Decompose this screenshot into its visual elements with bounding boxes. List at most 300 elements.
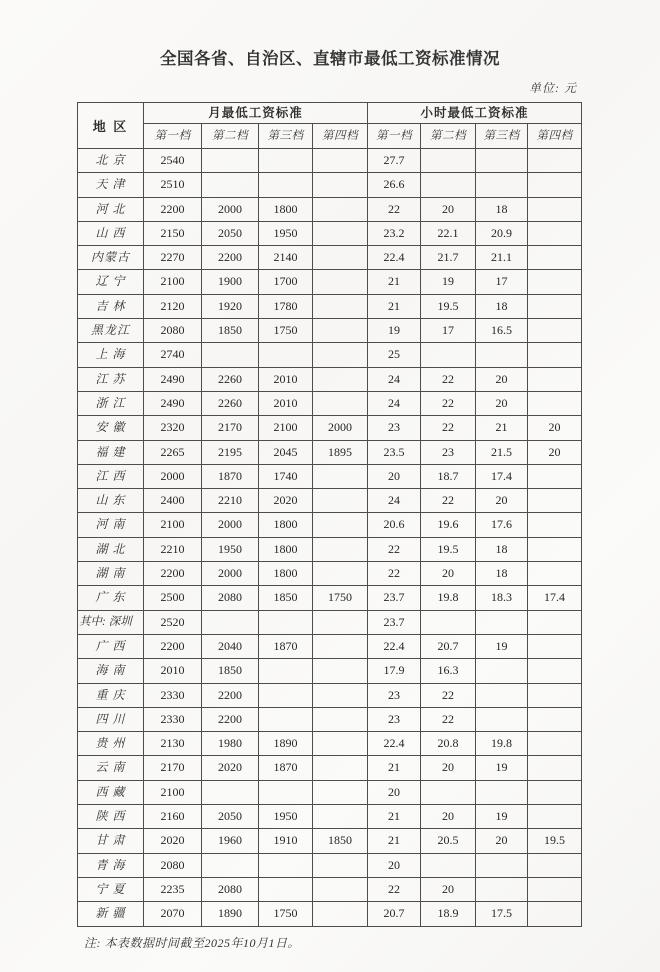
- monthly-value-cell: 2010: [144, 659, 202, 683]
- region-cell: 辽 宁: [78, 270, 144, 294]
- table-row: [78, 829, 582, 853]
- table-row: [78, 513, 582, 537]
- monthly-value-cell: 2020: [259, 489, 313, 513]
- monthly-value-cell: 2160: [144, 805, 202, 829]
- region-cell: 海 南: [78, 659, 144, 683]
- hourly-value-cell: [528, 367, 582, 391]
- hourly-value-cell: 22: [421, 489, 476, 513]
- hourly-value-cell: 26.6: [368, 173, 421, 197]
- monthly-value-cell: [313, 294, 368, 318]
- hourly-value-cell: [421, 343, 476, 367]
- region-column-header: 地 区: [78, 103, 144, 149]
- hourly-value-cell: 19: [476, 805, 528, 829]
- table-row: [78, 221, 582, 245]
- hourly-value-cell: 22.4: [368, 732, 421, 756]
- footnote: 注: 本表数据时间截至2025年10月1日。: [84, 936, 300, 950]
- table-row: [78, 489, 582, 513]
- table-row: [78, 343, 582, 367]
- monthly-value-cell: 2000: [202, 513, 259, 537]
- monthly-value-cell: [313, 805, 368, 829]
- monthly-value-cell: [313, 756, 368, 780]
- hourly-value-cell: 20: [421, 562, 476, 586]
- monthly-value-cell: 2210: [144, 537, 202, 561]
- monthly-value-cell: 2080: [144, 853, 202, 877]
- monthly-value-cell: [313, 149, 368, 173]
- hourly-value-cell: [528, 853, 582, 877]
- monthly-value-cell: [313, 464, 368, 488]
- table-row: [78, 537, 582, 561]
- monthly-value-cell: 1850: [202, 659, 259, 683]
- hourly-value-cell: 22.4: [368, 246, 421, 270]
- hourly-value-cell: [528, 197, 582, 221]
- monthly-value-cell: 2270: [144, 246, 202, 270]
- monthly-value-cell: [313, 221, 368, 245]
- hourly-value-cell: 20: [368, 780, 421, 804]
- monthly-value-cell: 2490: [144, 391, 202, 415]
- hourly-value-cell: 18: [476, 294, 528, 318]
- monthly-value-cell: 1950: [259, 805, 313, 829]
- monthly-value-cell: [313, 659, 368, 683]
- hourly-value-cell: 20: [421, 877, 476, 901]
- monthly-value-cell: [259, 149, 313, 173]
- monthly-value-cell: 2200: [144, 562, 202, 586]
- monthly-value-cell: [313, 683, 368, 707]
- monthly-value-cell: 2070: [144, 902, 202, 926]
- monthly-value-cell: [313, 537, 368, 561]
- monthly-value-cell: [259, 343, 313, 367]
- hourly-value-cell: 18: [476, 197, 528, 221]
- table-row: [78, 877, 582, 901]
- table-row: [78, 683, 582, 707]
- table-row: [78, 367, 582, 391]
- hourly-value-cell: 19: [476, 634, 528, 658]
- monthly-value-cell: 2000: [202, 562, 259, 586]
- monthly-value-cell: 2100: [259, 416, 313, 440]
- monthly-value-cell: 2500: [144, 586, 202, 610]
- table-row: [78, 780, 582, 804]
- region-cell: 贵 州: [78, 732, 144, 756]
- hourly-value-cell: 23: [368, 416, 421, 440]
- monthly-value-cell: 1900: [202, 270, 259, 294]
- monthly-value-cell: [313, 780, 368, 804]
- hourly-value-cell: [476, 659, 528, 683]
- monthly-value-cell: 2010: [259, 367, 313, 391]
- hourly-value-cell: 17.6: [476, 513, 528, 537]
- monthly-value-cell: 2000: [313, 416, 368, 440]
- hourly-value-cell: 22: [421, 707, 476, 731]
- monthly-value-cell: [313, 173, 368, 197]
- region-cell: 黑龙江: [78, 319, 144, 343]
- region-cell: 山 东: [78, 489, 144, 513]
- region-cell: 广 东: [78, 586, 144, 610]
- hourly-value-cell: [528, 537, 582, 561]
- monthly-value-cell: 2195: [202, 440, 259, 464]
- hourly-value-cell: [528, 246, 582, 270]
- region-cell: 云 南: [78, 756, 144, 780]
- monthly-tier-header-3: 第三档: [259, 124, 313, 149]
- hourly-value-cell: 19.5: [421, 537, 476, 561]
- monthly-value-cell: 1910: [259, 829, 313, 853]
- monthly-value-cell: 1750: [259, 319, 313, 343]
- hourly-value-cell: 25: [368, 343, 421, 367]
- hourly-value-cell: 20: [476, 367, 528, 391]
- monthly-value-cell: 2020: [202, 756, 259, 780]
- hourly-value-cell: [476, 877, 528, 901]
- table-row: [78, 173, 582, 197]
- monthly-value-cell: 2100: [144, 780, 202, 804]
- monthly-value-cell: [313, 610, 368, 634]
- monthly-value-cell: [313, 562, 368, 586]
- hourly-value-cell: [528, 683, 582, 707]
- hourly-value-cell: 22.4: [368, 634, 421, 658]
- table-row: [78, 853, 582, 877]
- monthly-value-cell: 2100: [144, 270, 202, 294]
- monthly-value-cell: 2400: [144, 489, 202, 513]
- monthly-value-cell: 2320: [144, 416, 202, 440]
- hourly-value-cell: 21.5: [476, 440, 528, 464]
- hourly-value-cell: 20: [368, 464, 421, 488]
- hourly-value-cell: 19: [421, 270, 476, 294]
- hourly-value-cell: 17: [476, 270, 528, 294]
- monthly-value-cell: 1800: [259, 537, 313, 561]
- group-header-row: [78, 103, 582, 124]
- table-row: [78, 294, 582, 318]
- hourly-value-cell: [528, 343, 582, 367]
- table-row: [78, 464, 582, 488]
- monthly-value-cell: [202, 853, 259, 877]
- monthly-value-cell: 2210: [202, 489, 259, 513]
- region-cell: 河 北: [78, 197, 144, 221]
- region-cell: 江 西: [78, 464, 144, 488]
- hourly-value-cell: 27.7: [368, 149, 421, 173]
- hourly-value-cell: [528, 513, 582, 537]
- region-cell: 湖 北: [78, 537, 144, 561]
- region-cell: 青 海: [78, 853, 144, 877]
- table-row: [78, 610, 582, 634]
- monthly-value-cell: 2235: [144, 877, 202, 901]
- monthly-value-cell: [313, 197, 368, 221]
- hourly-value-cell: [476, 173, 528, 197]
- monthly-value-cell: [313, 489, 368, 513]
- hourly-value-cell: 19: [476, 756, 528, 780]
- hourly-value-cell: 22: [368, 562, 421, 586]
- hourly-value-cell: 20.7: [368, 902, 421, 926]
- hourly-value-cell: 19.8: [421, 586, 476, 610]
- table-row: [78, 634, 582, 658]
- table-row: [78, 246, 582, 270]
- hourly-value-cell: 22.1: [421, 221, 476, 245]
- hourly-value-cell: 20: [476, 391, 528, 415]
- hourly-value-cell: [528, 732, 582, 756]
- hourly-value-cell: [528, 707, 582, 731]
- table-row: [78, 659, 582, 683]
- monthly-value-cell: [202, 610, 259, 634]
- hourly-value-cell: 20.9: [476, 221, 528, 245]
- hourly-value-cell: 19.8: [476, 732, 528, 756]
- region-cell: 安 徽: [78, 416, 144, 440]
- monthly-value-cell: 2080: [144, 319, 202, 343]
- hourly-value-cell: 19.5: [528, 829, 582, 853]
- table-row: [78, 270, 582, 294]
- monthly-wage-group-header: 月最低工资标准: [144, 103, 368, 124]
- hourly-value-cell: [528, 780, 582, 804]
- monthly-value-cell: 2000: [144, 464, 202, 488]
- hourly-value-cell: [528, 270, 582, 294]
- hourly-value-cell: [528, 902, 582, 926]
- table-row: [78, 149, 582, 173]
- hourly-value-cell: 23: [368, 683, 421, 707]
- hourly-value-cell: 21: [476, 416, 528, 440]
- table-row: [78, 805, 582, 829]
- monthly-value-cell: [259, 659, 313, 683]
- hourly-value-cell: [528, 294, 582, 318]
- table-row: [78, 562, 582, 586]
- hourly-value-cell: 20: [421, 756, 476, 780]
- hourly-value-cell: 21.7: [421, 246, 476, 270]
- monthly-value-cell: 2170: [144, 756, 202, 780]
- hourly-value-cell: 16.3: [421, 659, 476, 683]
- hourly-value-cell: 22: [421, 391, 476, 415]
- monthly-value-cell: 2020: [144, 829, 202, 853]
- hourly-value-cell: [476, 780, 528, 804]
- hourly-value-cell: 21: [368, 756, 421, 780]
- unit-label: 单位: 元: [529, 81, 577, 95]
- monthly-value-cell: 1870: [202, 464, 259, 488]
- monthly-value-cell: 2260: [202, 391, 259, 415]
- monthly-value-cell: 1800: [259, 513, 313, 537]
- monthly-value-cell: [202, 149, 259, 173]
- monthly-value-cell: 1750: [313, 586, 368, 610]
- hourly-value-cell: 23: [421, 440, 476, 464]
- tier-header-row: [78, 124, 582, 149]
- hourly-value-cell: [528, 221, 582, 245]
- hourly-value-cell: 22: [421, 416, 476, 440]
- monthly-value-cell: 1950: [259, 221, 313, 245]
- hourly-value-cell: 20: [476, 489, 528, 513]
- hourly-value-cell: [476, 707, 528, 731]
- hourly-value-cell: 21: [368, 805, 421, 829]
- region-cell: 吉 林: [78, 294, 144, 318]
- region-cell: 山 西: [78, 221, 144, 245]
- monthly-tier-header-2: 第二档: [202, 124, 259, 149]
- monthly-value-cell: 2200: [202, 707, 259, 731]
- hourly-value-cell: [528, 149, 582, 173]
- monthly-tier-header-4: 第四档: [313, 124, 368, 149]
- monthly-value-cell: 1740: [259, 464, 313, 488]
- monthly-value-cell: 2200: [144, 634, 202, 658]
- hourly-value-cell: 19.5: [421, 294, 476, 318]
- monthly-value-cell: [313, 270, 368, 294]
- monthly-value-cell: [259, 610, 313, 634]
- hourly-value-cell: 19: [368, 319, 421, 343]
- monthly-value-cell: 2330: [144, 683, 202, 707]
- monthly-value-cell: 1700: [259, 270, 313, 294]
- region-cell: 福 建: [78, 440, 144, 464]
- monthly-value-cell: 1890: [259, 732, 313, 756]
- region-cell: 其中: 深圳: [78, 610, 144, 634]
- region-cell: 宁 夏: [78, 877, 144, 901]
- monthly-value-cell: [313, 246, 368, 270]
- table-row: [78, 440, 582, 464]
- hourly-value-cell: 20: [476, 829, 528, 853]
- hourly-tier-header-2: 第二档: [421, 124, 476, 149]
- monthly-value-cell: 2080: [202, 877, 259, 901]
- region-cell: 江 苏: [78, 367, 144, 391]
- region-cell: 北 京: [78, 149, 144, 173]
- region-cell: 上 海: [78, 343, 144, 367]
- hourly-value-cell: 18.9: [421, 902, 476, 926]
- monthly-value-cell: 2000: [202, 197, 259, 221]
- monthly-value-cell: 2140: [259, 246, 313, 270]
- monthly-value-cell: [202, 780, 259, 804]
- hourly-value-cell: 22: [421, 367, 476, 391]
- monthly-value-cell: 2050: [202, 805, 259, 829]
- region-cell: 重 庆: [78, 683, 144, 707]
- hourly-value-cell: 17.4: [476, 464, 528, 488]
- monthly-value-cell: [313, 634, 368, 658]
- monthly-value-cell: 2265: [144, 440, 202, 464]
- hourly-value-cell: [421, 610, 476, 634]
- hourly-tier-header-3: 第三档: [476, 124, 528, 149]
- hourly-value-cell: 20: [528, 440, 582, 464]
- table-row: [78, 707, 582, 731]
- hourly-value-cell: 21: [368, 829, 421, 853]
- hourly-value-cell: 16.5: [476, 319, 528, 343]
- hourly-value-cell: 23.7: [368, 610, 421, 634]
- hourly-value-cell: 23: [368, 707, 421, 731]
- hourly-value-cell: [528, 659, 582, 683]
- monthly-value-cell: 1850: [313, 829, 368, 853]
- monthly-value-cell: [313, 513, 368, 537]
- monthly-value-cell: 1920: [202, 294, 259, 318]
- monthly-value-cell: [259, 853, 313, 877]
- monthly-value-cell: 2490: [144, 367, 202, 391]
- table-row: [78, 902, 582, 926]
- hourly-value-cell: [528, 391, 582, 415]
- region-cell: 广 西: [78, 634, 144, 658]
- monthly-value-cell: 1780: [259, 294, 313, 318]
- region-cell: 河 南: [78, 513, 144, 537]
- hourly-value-cell: [528, 756, 582, 780]
- monthly-value-cell: 1850: [259, 586, 313, 610]
- monthly-value-cell: 1870: [259, 634, 313, 658]
- table-row: [78, 391, 582, 415]
- monthly-value-cell: 2540: [144, 149, 202, 173]
- hourly-value-cell: 20: [421, 197, 476, 221]
- monthly-value-cell: 2170: [202, 416, 259, 440]
- monthly-value-cell: [259, 780, 313, 804]
- hourly-value-cell: 17.4: [528, 586, 582, 610]
- hourly-value-cell: 20.5: [421, 829, 476, 853]
- monthly-value-cell: [202, 343, 259, 367]
- hourly-value-cell: 21.1: [476, 246, 528, 270]
- monthly-value-cell: 2045: [259, 440, 313, 464]
- hourly-value-cell: [476, 343, 528, 367]
- monthly-value-cell: 2130: [144, 732, 202, 756]
- hourly-value-cell: [476, 610, 528, 634]
- hourly-value-cell: 22: [368, 537, 421, 561]
- hourly-value-cell: [528, 319, 582, 343]
- region-cell: 西 藏: [78, 780, 144, 804]
- monthly-value-cell: 1950: [202, 537, 259, 561]
- hourly-value-cell: 20: [528, 416, 582, 440]
- monthly-value-cell: 2520: [144, 610, 202, 634]
- hourly-value-cell: [476, 853, 528, 877]
- monthly-value-cell: [313, 367, 368, 391]
- table-row: [78, 756, 582, 780]
- hourly-value-cell: 19.6: [421, 513, 476, 537]
- hourly-value-cell: [476, 149, 528, 173]
- hourly-tier-header-4: 第四档: [528, 124, 582, 149]
- monthly-value-cell: [259, 707, 313, 731]
- hourly-value-cell: 24: [368, 391, 421, 415]
- region-cell: 天 津: [78, 173, 144, 197]
- hourly-value-cell: 20.6: [368, 513, 421, 537]
- monthly-value-cell: [259, 173, 313, 197]
- region-cell: 四 川: [78, 707, 144, 731]
- monthly-value-cell: [313, 707, 368, 731]
- hourly-value-cell: [476, 683, 528, 707]
- monthly-value-cell: 2050: [202, 221, 259, 245]
- hourly-value-cell: 23.7: [368, 586, 421, 610]
- table-row: [78, 586, 582, 610]
- hourly-value-cell: 18: [476, 537, 528, 561]
- monthly-value-cell: [313, 391, 368, 415]
- table-row: [78, 416, 582, 440]
- hourly-value-cell: [528, 877, 582, 901]
- hourly-value-cell: 22: [368, 197, 421, 221]
- monthly-value-cell: [259, 683, 313, 707]
- monthly-value-cell: 2100: [144, 513, 202, 537]
- hourly-value-cell: 18.3: [476, 586, 528, 610]
- monthly-value-cell: 1850: [202, 319, 259, 343]
- monthly-value-cell: [313, 902, 368, 926]
- monthly-value-cell: 1890: [202, 902, 259, 926]
- monthly-value-cell: 2330: [144, 707, 202, 731]
- hourly-value-cell: [528, 464, 582, 488]
- hourly-value-cell: 20.8: [421, 732, 476, 756]
- hourly-value-cell: 21: [368, 270, 421, 294]
- region-cell: 内蒙古: [78, 246, 144, 270]
- hourly-value-cell: 24: [368, 489, 421, 513]
- hourly-tier-header-1: 第一档: [368, 124, 421, 149]
- monthly-value-cell: 1800: [259, 197, 313, 221]
- hourly-value-cell: [528, 610, 582, 634]
- hourly-value-cell: [421, 853, 476, 877]
- monthly-value-cell: 2010: [259, 391, 313, 415]
- hourly-value-cell: 17.9: [368, 659, 421, 683]
- monthly-value-cell: 2080: [202, 586, 259, 610]
- monthly-value-cell: [313, 319, 368, 343]
- hourly-value-cell: 23.2: [368, 221, 421, 245]
- monthly-value-cell: 2200: [202, 683, 259, 707]
- region-cell: 陕 西: [78, 805, 144, 829]
- monthly-value-cell: [313, 732, 368, 756]
- monthly-value-cell: 2260: [202, 367, 259, 391]
- hourly-value-cell: [528, 634, 582, 658]
- hourly-value-cell: [421, 149, 476, 173]
- hourly-value-cell: 22: [368, 877, 421, 901]
- hourly-value-cell: [528, 562, 582, 586]
- monthly-value-cell: [259, 877, 313, 901]
- monthly-value-cell: 2200: [202, 246, 259, 270]
- monthly-value-cell: 1980: [202, 732, 259, 756]
- region-cell: 新 疆: [78, 902, 144, 926]
- monthly-value-cell: [202, 173, 259, 197]
- hourly-value-cell: 17: [421, 319, 476, 343]
- page-title: 全国各省、自治区、直辖市最低工资标准情况: [160, 50, 500, 68]
- monthly-value-cell: 2150: [144, 221, 202, 245]
